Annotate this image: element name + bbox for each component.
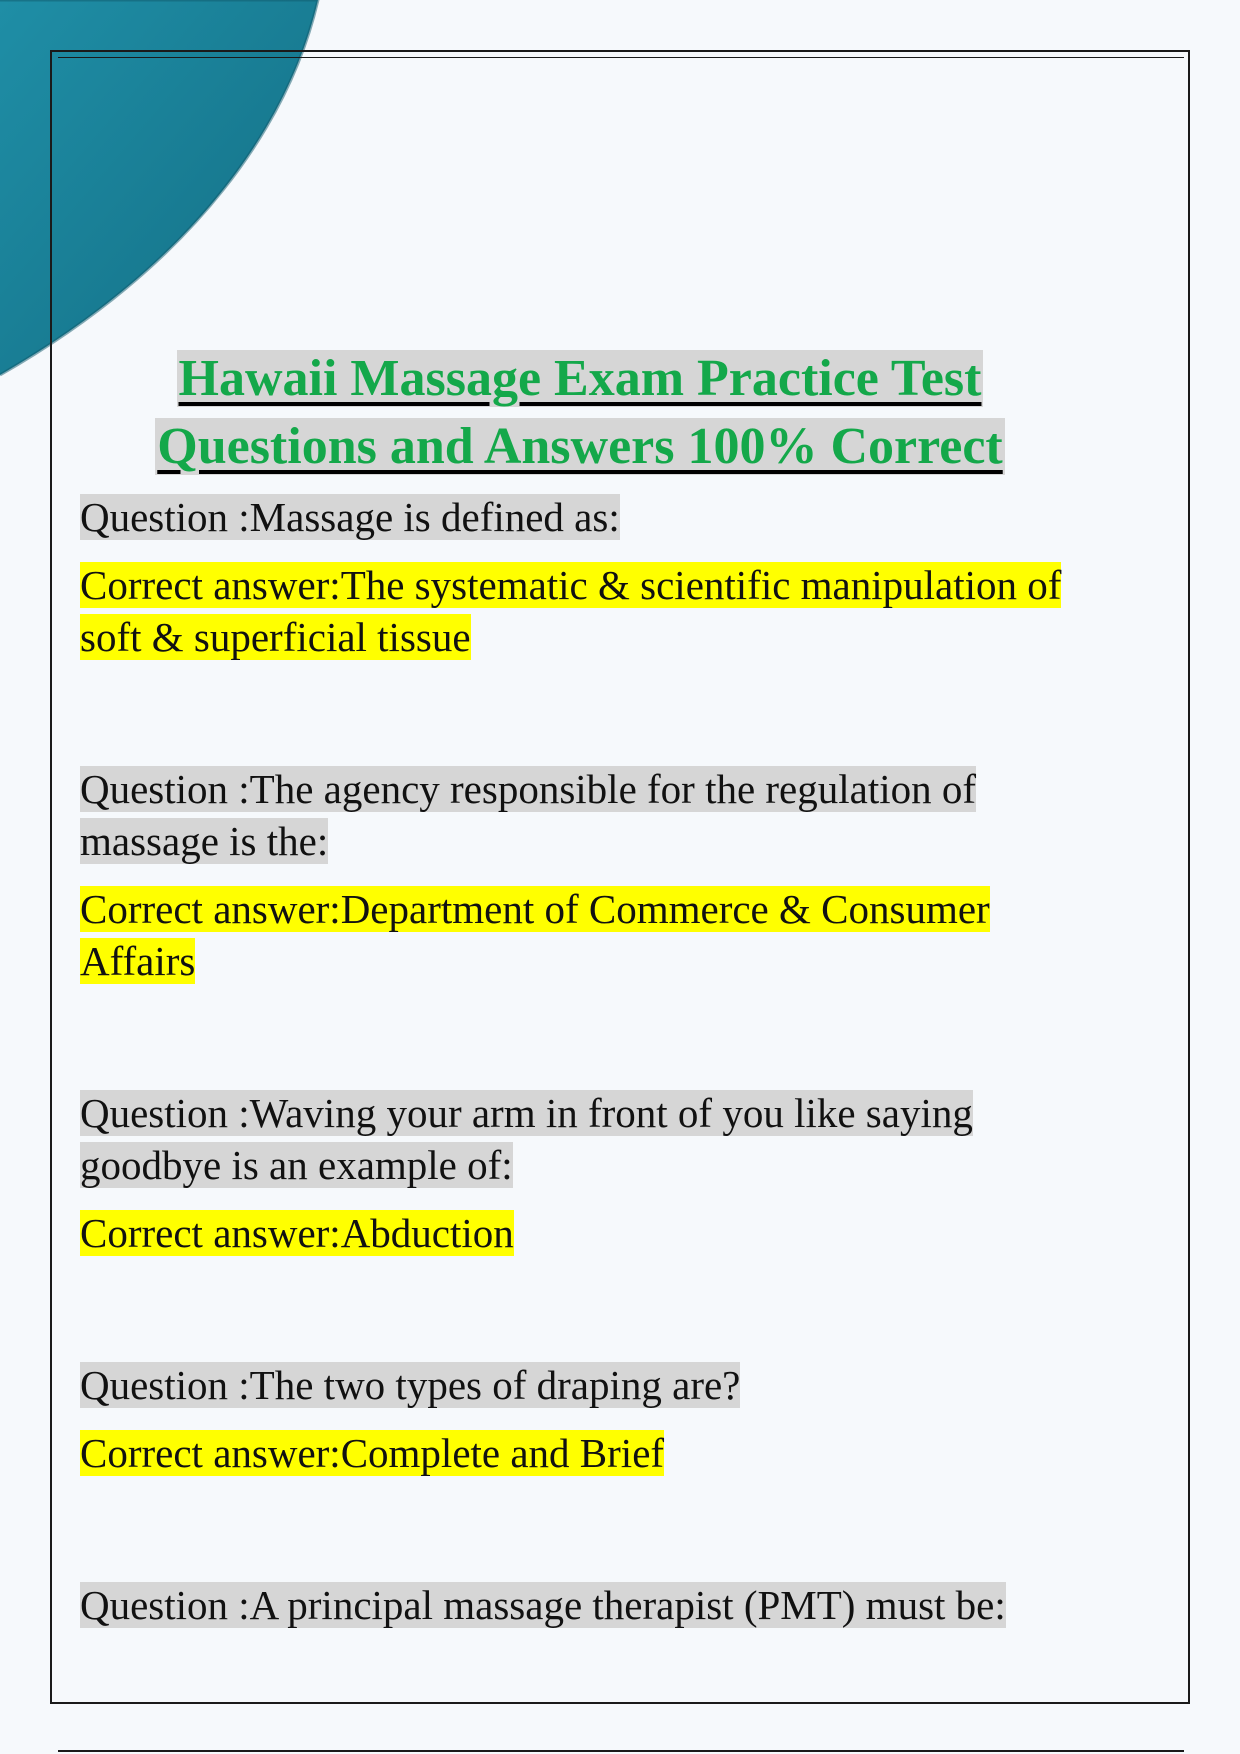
title-line-1: Hawaii Massage Exam Practice Test: [178, 350, 982, 407]
document-content: [80, 345, 1080, 1631]
qa-item-5: [80, 1579, 1080, 1631]
qa-item-3: [80, 1087, 1080, 1259]
answer-text: Correct answer:Complete and Brief: [80, 1430, 665, 1476]
question-text: Question :Massage is defined as:: [80, 494, 620, 540]
question-text: Question :Waving your arm in front of you like saying goodbye is an example of:: [80, 1090, 973, 1188]
question-text: Question :The agency responsible for the regulation of massage is the:: [80, 766, 977, 864]
answer-text: Correct answer:Abduction: [80, 1210, 514, 1256]
footer-rule: [58, 1750, 1184, 1752]
document-title: [80, 345, 1080, 481]
answer-text: Correct answer:Department of Commerce & Consumer Affairs: [80, 886, 990, 984]
question-text: Question :The two types of draping are?: [80, 1362, 741, 1408]
title-line-2: Questions and Answers 100% Correct: [157, 418, 1003, 475]
qa-item-1: [80, 491, 1080, 663]
question-text: Question :A principal massage therapist (PMT) must be:: [80, 1582, 1006, 1628]
qa-item-4: [80, 1359, 1080, 1479]
answer-text: Correct answer:The systematic & scientific manipulation of soft & superficial tissue: [80, 562, 1062, 660]
qa-item-2: [80, 763, 1080, 987]
header-rule: [58, 57, 1184, 58]
